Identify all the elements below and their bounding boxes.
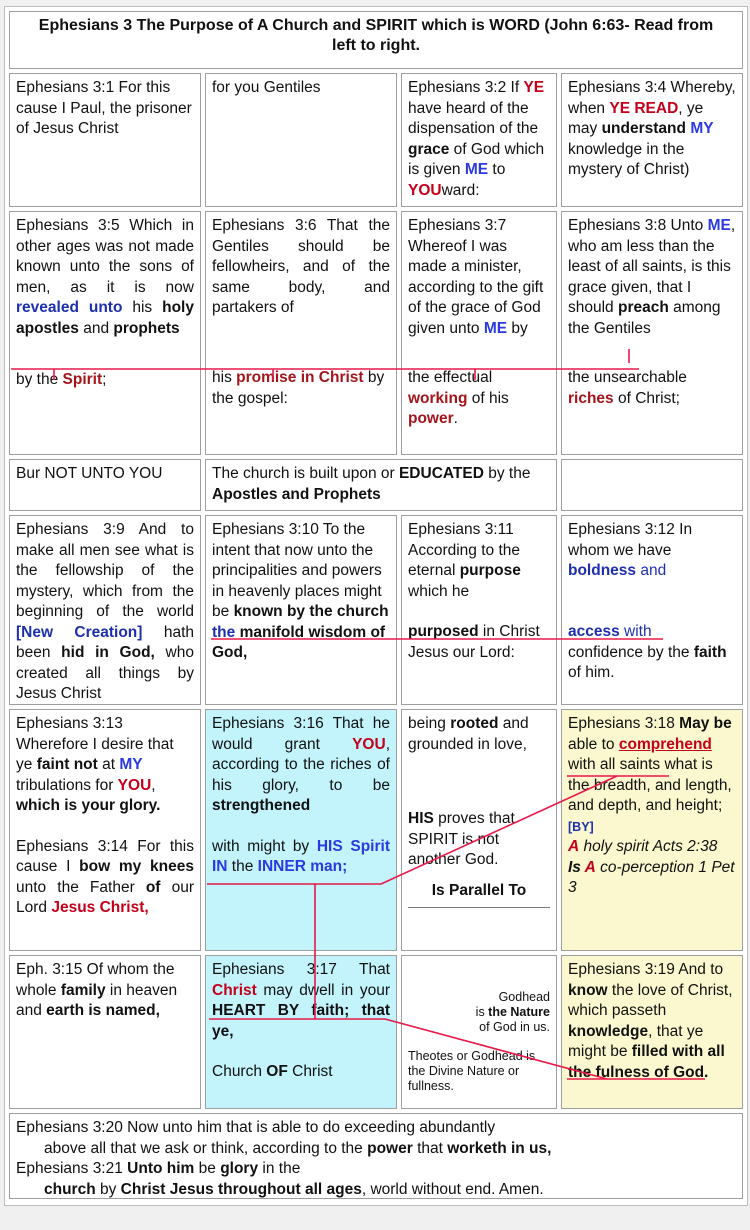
cell-eph-3-15: Eph. 3:15 Of whom the whole family in heaven and earth is named, bbox=[9, 955, 201, 1109]
cell-godhead: Godhead is the Nature of God in us. Theotes or Godhead is the Divine Nature or fullness. bbox=[401, 955, 557, 1109]
cell-eph-3-9: Ephesians 3:9 And to make all men see what is the fellowship of the mystery, which from the beginning of the world [New Creation] hath been hid in God, who created all things by Jesus Christ bbox=[9, 515, 201, 705]
cell-eph-3-17: Ephesians 3:17 That Christ may dwell in your HEART BY faith; that ye, Church OF Christ bbox=[205, 955, 397, 1109]
cell-eph-3-16: Ephesians 3:16 That he would grant YOU, according to the riches of his glory, to be strengthened with might by HIS Spirit IN the INNER man; bbox=[205, 709, 397, 951]
cell-eph-3-4: Ephesians 3:4 Whereby, when YE READ, ye may understand MY knowledge in the mystery of Christ) bbox=[561, 73, 743, 207]
cell-eph-3-5: Ephesians 3:5 Which in other ages was not made known unto the sons of men, as it is now revealed unto his holy apostles and prophets by the Spirit; bbox=[9, 211, 201, 455]
cell-eph-3-10: Ephesians 3:10 To the intent that now unto the principalities and powers in heavenly places might be known by the church the manifold wisdom of God, bbox=[205, 515, 397, 705]
document-page bbox=[4, 6, 748, 1206]
cell-church-built: The church is built upon or EDUCATED by the Apostles and Prophets bbox=[205, 459, 557, 511]
cell-eph-3-12: Ephesians 3:12 In whom we have boldness and access with confidence by the faith of him. bbox=[561, 515, 743, 705]
is-parallel-to-heading: Is Parallel To bbox=[408, 881, 550, 909]
cell-for-you-gentiles: for you Gentiles bbox=[205, 73, 397, 207]
cell-eph-3-19: Ephesians 3:19 And to know the love of Christ, which passeth knowledge, that ye might be filled with all the fulness of God. bbox=[561, 955, 743, 1109]
cell-eph-3-11: Ephesians 3:11 According to the eternal purpose which he purposed in Christ Jesus our Lord: bbox=[401, 515, 557, 705]
cell-not-unto-you: Bur NOT UNTO YOU bbox=[9, 459, 201, 511]
cell-eph-3-13-14: Ephesians 3:13 Wherefore I desire that ye faint not at MY tribulations for YOU, which is your glory. Ephesians 3:14 For this cause I bow my knees unto the Father of our Lord Jesus Christ, bbox=[9, 709, 201, 951]
cell-eph-3-2: Ephesians 3:2 If YE have heard of the dispensation of the grace of God which is given ME to YOUward: bbox=[401, 73, 557, 207]
cell-eph-3-8: Ephesians 3:8 Unto ME, who am less than the least of all saints, is this grace given, that I should preach among the Gentiles the unsearchable riches of Christ; bbox=[561, 211, 743, 455]
cell-eph-3-7: Ephesians 3:7 Whereof I was made a minister, according to the gift of the grace of God given unto ME by the effectual working of his power. bbox=[401, 211, 557, 455]
cell-rooted: being rooted and grounded in love, HIS proves that SPIRIT is not another God. Is Parallel To bbox=[401, 709, 557, 951]
cell-eph-3-1: Ephesians 3:1 For this cause I Paul, the prisoner of Jesus Christ bbox=[9, 73, 201, 207]
cell-empty-r4 bbox=[561, 459, 743, 511]
cell-eph-3-6: Ephesians 3:6 That the Gentiles should be fellowheirs, and of the same body, and partakers of his promise in Christ by the gospel: bbox=[205, 211, 397, 455]
cell-eph-3-20-21: Ephesians 3:20 Now unto him that is able to do exceeding abundantly above all that we ask or think, according to the power that worketh in us, Ephesians 3:21 Unto him be glory in the church by Christ Jesus throughout all ages, world without end. Amen. bbox=[9, 1113, 743, 1199]
cell-eph-3-18: Ephesians 3:18 May be able to comprehend with all saints what is the breadth, and length, and depth, and height; [BY] A holy spirit Acts 2:38 Is A co-perception 1 Pet 3 bbox=[561, 709, 743, 951]
page-title: Ephesians 3 The Purpose of A Church and SPIRIT which is WORD (John 6:63- Read from left to right. bbox=[9, 11, 743, 69]
